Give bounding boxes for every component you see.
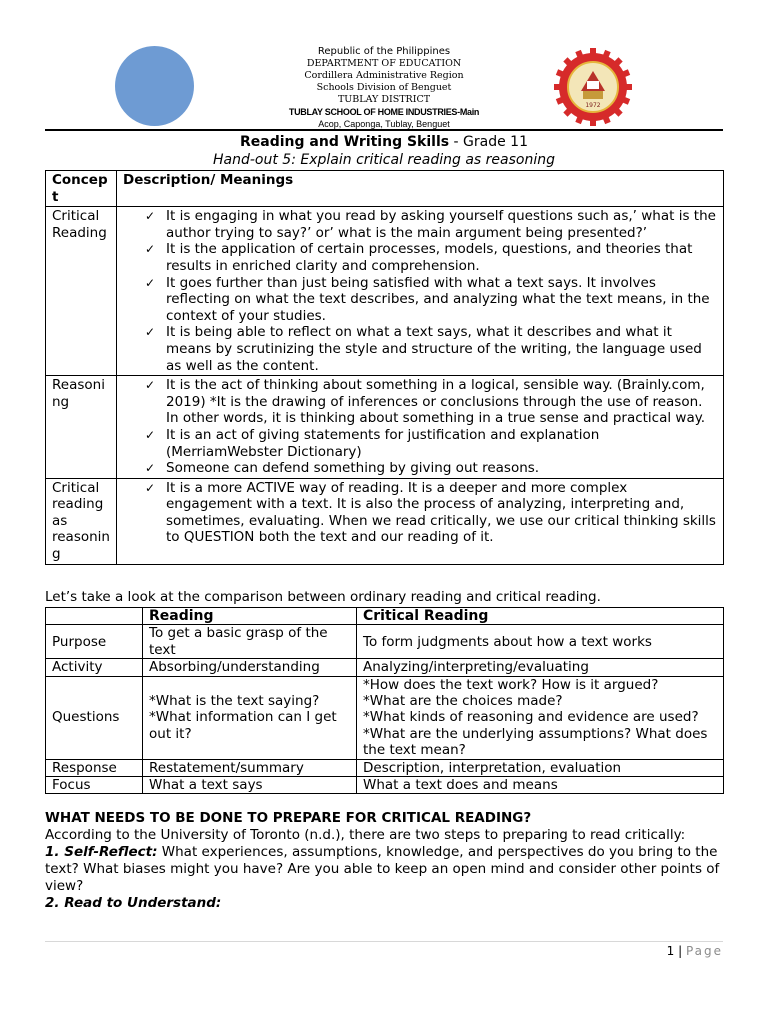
comparison-header-blank	[46, 608, 143, 625]
list-item: ✓ It is the act of thinking about something in a logical, sensible way. (Brainly.com, 2019) *It is the drawing of inferences or conclusions through the use of reason. In other words, it is thinking about something in a true sense and practical way.	[145, 377, 706, 427]
check-icon: ✓	[145, 461, 156, 476]
school-seal-icon	[553, 47, 633, 127]
table-row	[46, 777, 724, 794]
concept-description	[117, 376, 724, 479]
deped-logo	[115, 46, 194, 126]
letterhead-republic: Republic of the Philippines	[317, 46, 451, 57]
check-icon: ✓	[145, 209, 156, 224]
letterhead-division: Schools Division of Benguet	[316, 82, 452, 93]
concepts-table	[45, 170, 724, 565]
list-item: ✓ Someone can defend something by giving out reasons.	[145, 460, 540, 477]
cell-critical: What a text does and means	[357, 777, 724, 794]
check-icon: ✓	[145, 242, 156, 257]
row-label: Focus	[46, 777, 143, 794]
cell-critical: Description, interpretation, evaluation	[357, 759, 724, 776]
footer-rule	[45, 941, 723, 942]
prep-heading: WHAT NEEDS TO BE DONE TO PREPARE FOR CRITICAL READING?	[45, 810, 532, 826]
header-rule	[45, 129, 723, 131]
letterhead-school: TUBLAY SCHOOL OF HOME INDUSTRIES-Main	[288, 107, 480, 117]
page-footer	[667, 944, 723, 958]
letterhead-region: Cordillera Administrative Region	[304, 70, 464, 81]
concept-description	[117, 478, 724, 564]
table-row	[46, 759, 724, 776]
cell-critical: To form judgments about how a text works	[357, 625, 724, 659]
table-row	[46, 376, 724, 479]
title-subject: Reading and Writing Skills	[240, 134, 450, 150]
list-item: ✓ It is the application of certain processes, models, questions, and theories that results in enriched clarity and comprehension.	[145, 241, 693, 274]
row-label: Response	[46, 759, 143, 776]
letterhead	[250, 46, 518, 130]
list-item: ✓ It is being able to reflect on what a text says, what it describes and what it means by scrutinizing the style and structure of the writing, the language used as well as the content.	[145, 324, 702, 374]
title-grade: - Grade 11	[449, 134, 528, 150]
page-title	[45, 134, 723, 151]
cell-critical: Analyzing/interpreting/evaluating	[357, 659, 724, 676]
check-icon: ✓	[145, 378, 156, 393]
step-1-label: 1. Self-Reflect:	[45, 844, 158, 860]
prep-step-1	[45, 844, 725, 895]
page-word: Page	[685, 944, 723, 958]
cell-reading: What a text says	[143, 777, 357, 794]
page-separator: |	[674, 944, 686, 958]
table-row	[46, 676, 724, 759]
table-row	[46, 659, 724, 676]
letterhead-district: TUBLAY DISTRICT	[337, 94, 431, 105]
prep-section	[45, 810, 725, 912]
check-icon: ✓	[145, 275, 156, 290]
concept-description	[117, 207, 724, 376]
table-row	[46, 478, 724, 564]
row-label: Activity	[46, 659, 143, 676]
seal-year: 1972	[585, 102, 601, 109]
page-subtitle: Hand-out 5: Explain critical reading as reasoning	[213, 152, 555, 168]
concept-label: Reasoning	[46, 376, 117, 479]
cell-reading: Absorbing/understanding	[143, 659, 357, 676]
cell-reading: To get a basic grasp of the text	[143, 625, 357, 659]
comparison-table	[45, 607, 724, 794]
comparison-intro: Let’s take a look at the comparison between ordinary reading and critical reading.	[45, 589, 601, 605]
table-row	[46, 207, 724, 376]
concepts-header-description: Description/ Meanings	[117, 171, 724, 207]
concepts-header-row	[46, 171, 724, 207]
list-item: ✓ It is an act of giving statements for justification and explanation (MerriamWebster Dictionary)	[145, 426, 600, 460]
row-label: Questions	[46, 676, 143, 759]
table-row	[46, 625, 724, 659]
cell-reading: Restatement/summary	[143, 759, 357, 776]
comparison-header-reading: Reading	[143, 608, 357, 625]
concept-label: Critical Reading	[46, 207, 117, 376]
check-icon: ✓	[145, 427, 156, 442]
step-1-text: What experiences, assumptions, knowledge, and perspectives do you bring to the text? What biases might you have? Are you able to keep an open mind and consider other points of view?	[45, 844, 720, 894]
cell-critical: *How does the text work? How is it argued? *What are the choices made? *What kinds of reasoning and evidence are used? *What are the underlying assumptions? What does the text mean?	[357, 676, 724, 759]
comparison-header-row	[46, 608, 724, 625]
prep-step-2	[45, 895, 725, 912]
letterhead-address: Acop, Caponga, Tublay, Benguet	[318, 119, 450, 129]
letterhead-department: DEPARTMENT OF EDUCATION	[306, 58, 462, 69]
comparison-header-critical: Critical Reading	[357, 608, 724, 625]
concepts-header-concept: Concept	[46, 171, 117, 207]
cell-reading: *What is the text saying? *What information can I get out it?	[143, 676, 357, 759]
prep-intro: According to the University of Toronto (n.d.), there are two steps to preparing to read critically:	[45, 827, 686, 843]
list-item: ✓ It is a more ACTIVE way of reading. It is a deeper and more complex engagement with a text. It is also the process of analyzing, interpreting and, sometimes, evaluating. When we read critically, we use our critical thinking skills to QUESTION both the text and our reading of it.	[145, 479, 716, 546]
check-icon: ✓	[145, 325, 156, 340]
check-icon: ✓	[145, 480, 156, 495]
row-label: Purpose	[46, 625, 143, 659]
list-item: ✓ It goes further than just being satisfied with what a text says. It involves reflecting on what the text describes, and analyzing what the text means, in the context of your studies.	[145, 274, 710, 324]
page-number: 1	[666, 944, 675, 958]
concept-label: Critical reading as reasoning	[46, 478, 117, 564]
step-2-label: 2. Read to Understand:	[45, 895, 222, 911]
list-item: ✓ It is engaging in what you read by asking yourself questions such as,’ what is the author trying to say?’ or’ what is the main argument being presented?’	[145, 208, 716, 241]
